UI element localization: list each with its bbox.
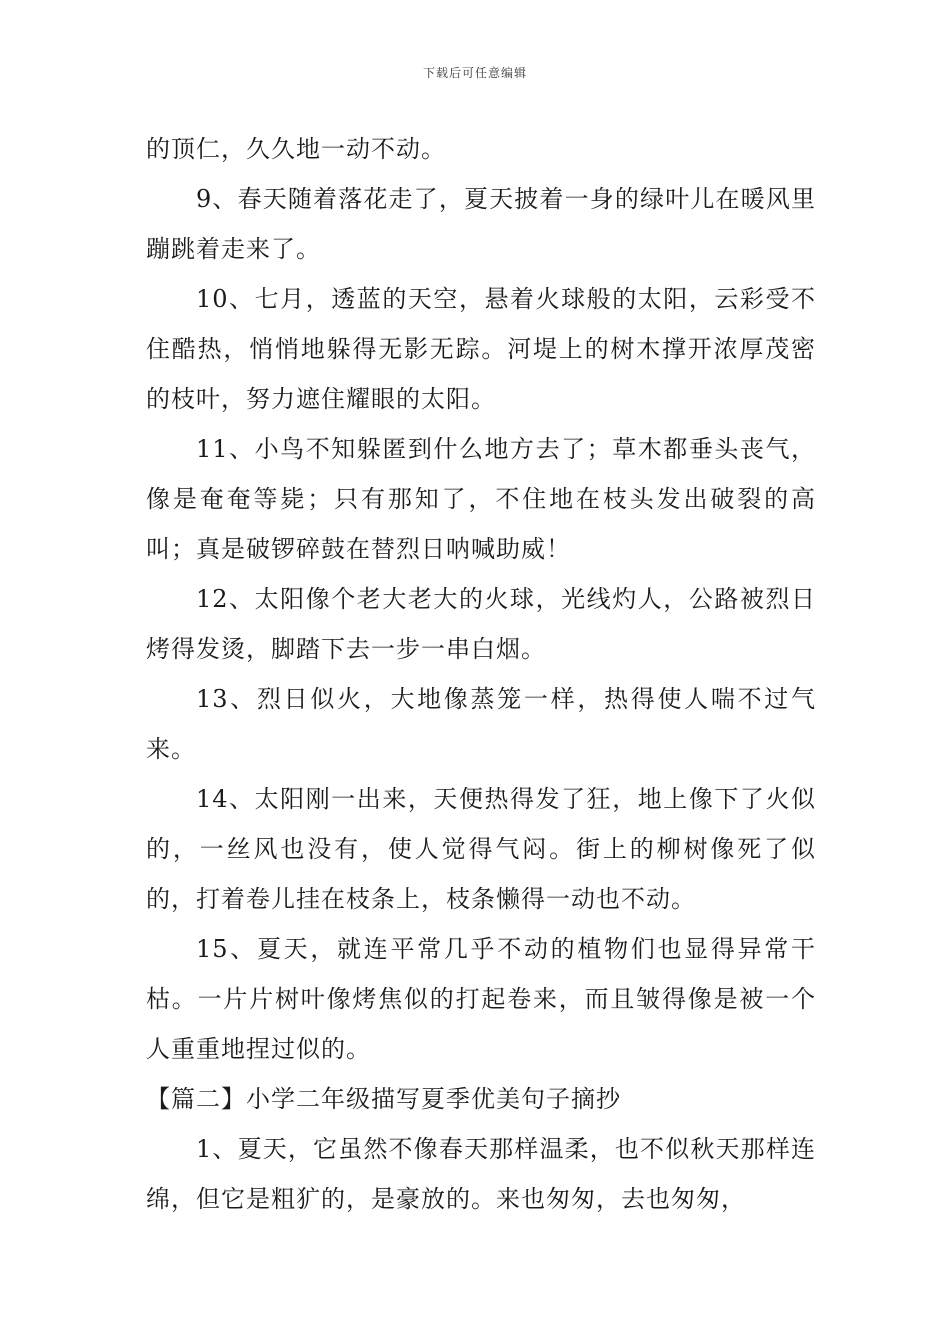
paragraph-item-15: 15、夏天，就连平常几乎不动的植物们也显得异常干枯。一片片树叶像烤焦似的打起卷来，而且皱得像是被一个人重重地捏过似的。 xyxy=(146,935,816,1063)
paragraph-item-13: 13、烈日似火，大地像蒸笼一样，热得使人喘不过气来。 xyxy=(146,685,816,763)
paragraph-item-12: 12、太阳像个老大老大的火球，光线灼人，公路被烈日烤得发烫，脚踏下去一步一串白烟。 xyxy=(146,585,816,663)
paragraph-continuation: 的顶仁，久久地一动不动。 xyxy=(146,135,446,163)
paragraph-item-14: 14、太阳刚一出来，天便热得发了狂，地上像下了火似的，一丝风也没有，使人觉得气闷。街上的柳树像死了似的，打着卷儿挂在枝条上，枝条懒得一动也不动。 xyxy=(146,785,816,913)
paragraph-item-9: 9、春天随着落花走了，夏天披着一身的绿叶儿在暖风里蹦跳着走来了。 xyxy=(146,185,816,263)
document-body xyxy=(146,124,816,1224)
paragraph-section2-item-1: 1、夏天，它虽然不像春天那样温柔，也不似秋天那样连绵，但它是粗犷的，是豪放的。来也匆匆，去也匆匆， xyxy=(146,1135,816,1213)
paragraph-item-10: 10、七月，透蓝的天空，悬着火球般的太阳，云彩受不住酷热，悄悄地躲得无影无踪。河堤上的树木撑开浓厚茂密的枝叶，努力遮住耀眼的太阳。 xyxy=(146,285,816,413)
section-title: 【篇二】小学二年级描写夏季优美句子摘抄 xyxy=(146,1085,621,1113)
paragraph-item-11: 11、小鸟不知躲匿到什么地方去了；草木都垂头丧气，像是奄奄等毙；只有那知了，不住地在枝头发出破裂的高叫；真是破锣碎鼓在替烈日呐喊助威！ xyxy=(146,435,816,563)
page-header: 下载后可任意编辑 xyxy=(422,66,527,80)
